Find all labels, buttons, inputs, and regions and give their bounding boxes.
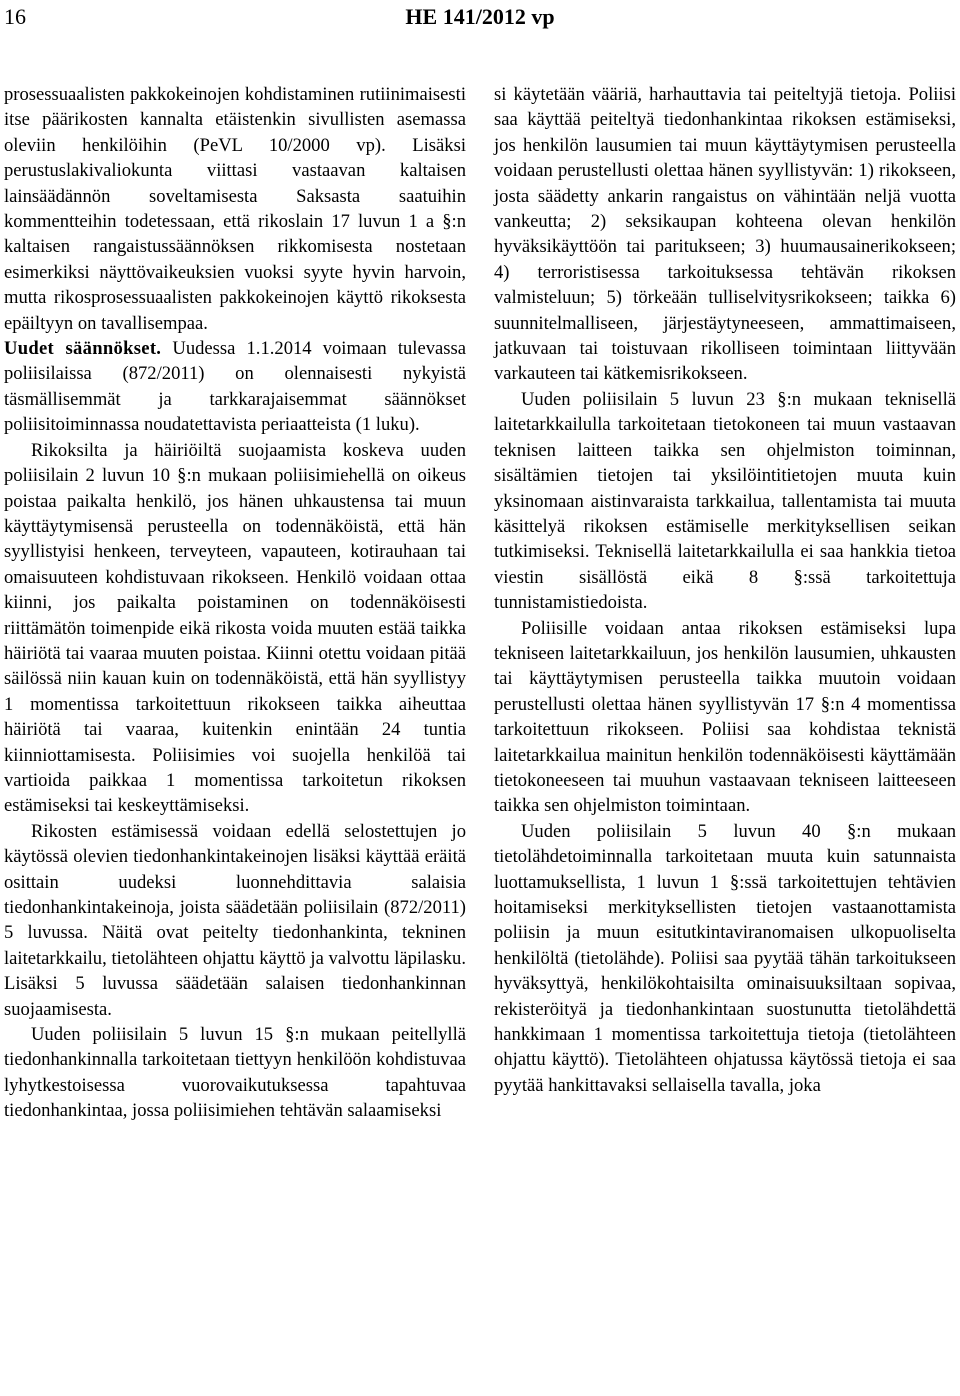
- document-id: HE 141/2012 vp: [405, 4, 555, 29]
- paragraph: Poliisille voidaan antaa rikoksen estämiseksi lupa tekniseen laitetarkkailuun, jos henkilön lausumien, uhkausten tai käyttäytymisen perusteella taikka muutoin voidaan perustellusti olettaa hänen syyllistyvän 17 §:n 4 momentissa tarkoitettuun rikokseen. Poliisi saa kohdistaa teknistä laitetarkkailua mainitun henkilön todennäköisesti käyttämään tietokoneeseen tai muuhun vastaavaan tekniseen laitteeseen taikka sen ohjelmiston toimintaan.: [494, 617, 956, 817]
- section-heading: Uudet säännökset.: [4, 338, 162, 360]
- paragraph: prosessuaalisten pakkokeinojen kohdistaminen rutiinimaisesti itse päärikosten kannalta etäistenkin sivullisten asemassa oleviin henkilöihin (PeVL 10/2000 vp). Lisäksi perustuslakivaliokunta viittasi vastaavan kaltaisen lainsäädännön soveltamisesta Saksasta saatuihin kommentteihin todetessaan, että rikoslain 17 luvun 1 a §:n kaltaisen rangaistussäännöksen rikkomisesta nostetaan esimerkiksi näyttövaikeuksien vuoksi syyte hyvin harvoin, mutta rikosprosessuaalisten pakkokeinojen käyttö rikoksesta epäiltyyn on tavallisempaa.: [4, 84, 466, 334]
- paragraph: si käytetään vääriä, harhauttavia tai peiteltyjä tietoja. Poliisi saa käyttää peiteltyä tiedonhankintaa rikoksen estämiseksi, jos henkilön lausumien tai muun käyttäytymisen perusteella voidaan perustellusti olettaa hänen syyllistyvän: 1) rikokseen, josta säädetty ankarin rangaistus on vähintään neljä vuotta vankeutta; 2) seksikaupan kohteena olevan henkilön hyväksikäyttöön tai paritukseen; 3) huumausainerikokseen; 4) terroristisessa tarkoituksessa tehtävän rikoksen valmisteluun; 5) törkeään tulliselvitysrikokseen; taikka 6) suunnitelmalliseen, järjestäytyneeseen, ammattimaiseen, jatkuvaan tai toistuvaan rikolliseen toimintaan liittyvään varkauteen tai kätkemisrikokseen.: [494, 84, 956, 385]
- paragraph: Uuden poliisilain 5 luvun 23 §:n mukaan teknisellä laitetarkkailulla tarkoitetaan tietokoneen tai muun vastaavan teknisen laitteen taikka sen ohjelmiston toiminnan, sisältämien tietojen tai yksilöintitietojen muuta kuin yksinomaan aistinvaraista tarkkailua, tallentamista tai muuta käsittelyä rikoksen estämiselle merkityksellisen seikan tutkimiseksi. Teknisellä laitetarkkailulla ei saa hankkia tietoa viestin sisällöstä eikä 8 §:ssä tarkoitettuja tunnistamistiedoista.: [494, 388, 956, 614]
- page-header: [0, 0, 960, 40]
- left-column: [4, 82, 466, 1124]
- paragraph: Uuden poliisilain 5 luvun 15 §:n mukaan peitellyllä tiedonhankinnalla tarkoitetaan tiettyyn henkilöön kohdistuvaa lyhytkestoisessa vuorovaikutuksessa tapahtuvaa tiedonhankintaa, jossa poliisimiehen tehtävän salaamiseksi: [4, 1024, 466, 1122]
- paragraph: Rikosten estämisessä voidaan edellä selostettujen jo käytössä olevien tiedonhankintakeinojen lisäksi käyttää eräitä osittain uudeksi luonnehdittavia salaisia tiedonhankintakeinoja, joista säädetään poliisilain (872/2011) 5 luvussa. Näitä ovat peitelty tiedonhankinta, tekninen laitetarkkailu, tietolähteen ohjattu käyttö ja valvottu läpilasku. Lisäksi 5 luvussa säädetään salaisen tiedonhankinnan suojaamisesta.: [4, 820, 466, 1020]
- paragraph: Uuden poliisilain 5 luvun 40 §:n mukaan tietolähdetoiminnalla tarkoitetaan muuta kuin satunnaista luottamuksellista, 1 luvun 1 §:ssä tarkoitettujen tehtävien hoitamiseksi merkityksellisten tietojen vastaanottamista poliisin ja muun esitutkintaviranomaisen ulkopuoliselta henkilöltä (tietolähde). Poliisi saa pyytää tähän tarkoitukseen hyväksyttyä, henkilökohtaisilta ominaisuuksiltaan sopivaa, rekisteröityä ja tiedonhankintaan suostunutta tietolähdettä hankkimaan 1 momentissa tarkoitettuja tietoja (tietolähteen ohjattu käyttö). Tietolähteen ohjatussa käytössä tietoja ei saa pyytää hankittavaksi sellaisella tavalla, joka: [494, 820, 956, 1096]
- paragraph: [4, 336, 466, 438]
- paragraph-text: Uudessa 1.1.2014 voimaan tulevassa poliisilaissa (872/2011) on olennaisesti nykyistä täsmällisemmät ja tarkkarajaisemmat säännökset poliisitoiminnassa noudatettavista periaatteista (1 luku).: [4, 338, 467, 436]
- paragraph: Rikoksilta ja häiriöiltä suojaamista koskeva uuden poliisilain 2 luvun 10 §:n mukaan poliisimiehellä on oikeus poistaa paikalta henkilö, jos hänen uhkaustensa tai muun käyttäytymisensä perusteella on todennäköistä, että hän syyllistyisi henkeen, terveyteen, vapauteen, kotirauhaan tai omaisuuteen kohdistuvaan rikokseen. Henkilö voidaan ottaa kiinni, jos paikalta poistaminen on todennäköisesti riittämätön toimenpide eikä rikosta voida muuten estää taikka häiriötä tai vaaraa muuten poistaa. Kiinni otettu voidaan pitää säilössä niin kauan kuin on todennäköistä, että hän syyllistyy 1 momentissa tarkoitettuun rikokseen taikka aiheuttaa häiriötä tai vaaraa, kuitenkin enintään 24 tuntia kiinniottamisesta. Poliisimies voi suojella henkilöä tai vartioida paikkaa 1 momentissa tarkoitetun rikoksen estämiseksi tai keskeyttämiseksi.: [4, 439, 466, 817]
- right-column: [494, 82, 956, 1098]
- page-number: 16: [4, 4, 26, 29]
